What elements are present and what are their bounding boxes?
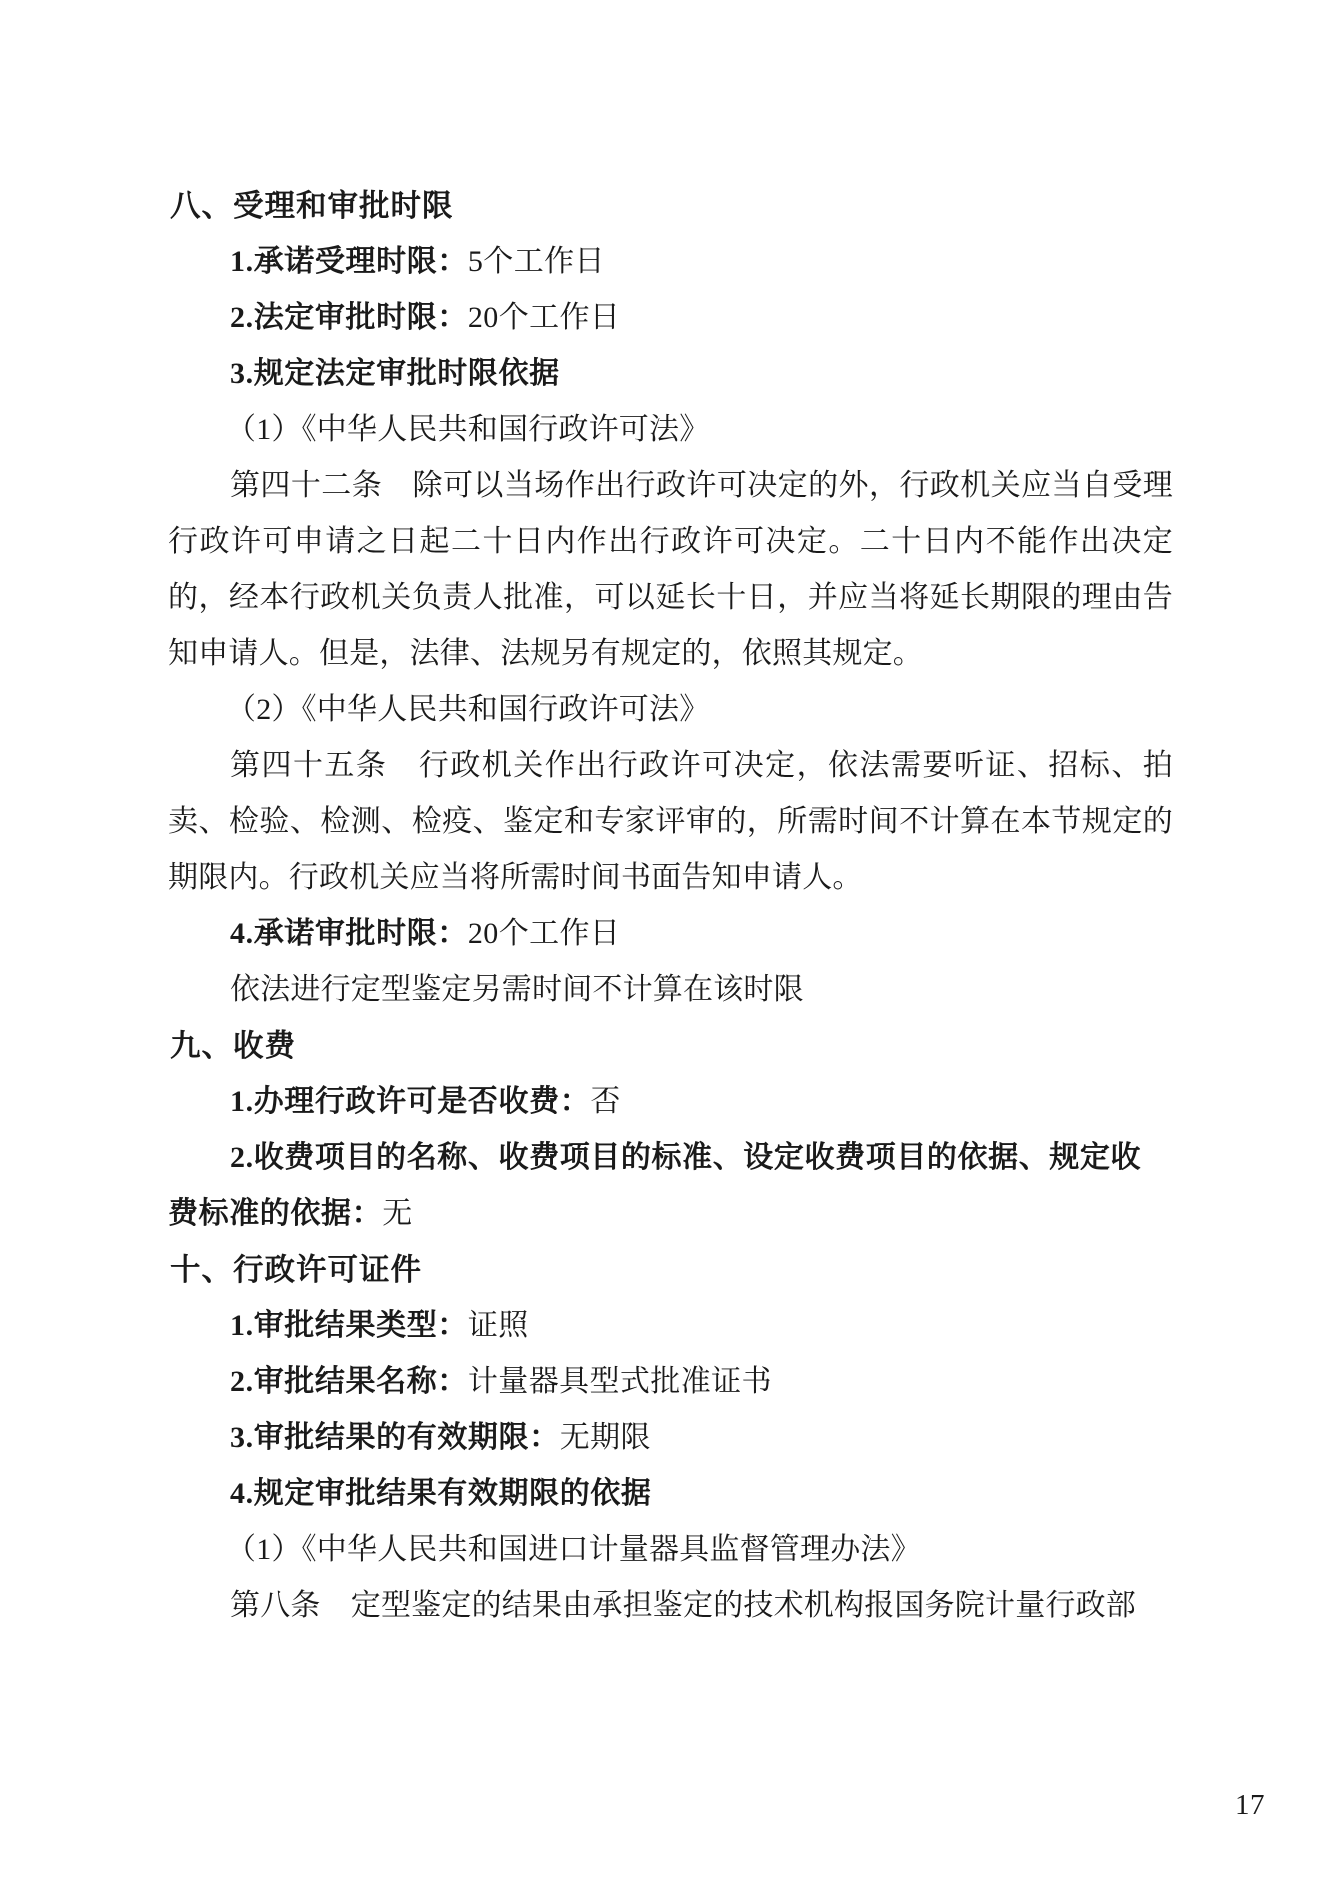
- list-item-10-3: [168, 1410, 1173, 1466]
- list-item-10-4-label: 4.: [230, 1477, 254, 1510]
- list-item-8-4-title: 承诺审批时限：: [253, 917, 468, 950]
- list-item-8-2: [168, 290, 1173, 346]
- list-item-8-2-label: 2.: [230, 301, 254, 334]
- paragraph-article-45: 第四十五条 行政机关作出行政许可决定，依法需要听证、招标、拍卖、检验、检测、检疫、鉴定和专家评审的，所需时间不计算在本节规定的期限内。行政机关应当将所需时间书面告知申请人。: [168, 749, 1173, 894]
- list-item-10-2: [168, 1354, 1173, 1410]
- list-item-9-2-title-line1: 收费项目的名称、收费项目的标准、设定收费项目的依据、规定收: [253, 1141, 1142, 1174]
- list-item-8-4-value: 20个工作日: [467, 917, 621, 950]
- list-item-8-1: [168, 234, 1173, 290]
- list-item-9-1: [168, 1074, 1173, 1130]
- list-item-10-1-label: 1.: [230, 1309, 254, 1342]
- list-item-9-1-label: 1.: [230, 1085, 254, 1118]
- list-item-9-2-value: 无: [382, 1197, 413, 1230]
- section-heading-9: 九、收费: [170, 1029, 296, 1063]
- list-item-9-1-value: 否: [590, 1085, 621, 1118]
- list-item-10-2-label: 2.: [230, 1365, 254, 1398]
- list-item-9-2: [168, 1130, 1173, 1186]
- section-heading-10: 十、行政许可证件: [170, 1253, 422, 1287]
- list-item-10-2-value: 计量器具型式批准证书: [467, 1365, 772, 1398]
- list-item-8-4-label: 4.: [230, 917, 254, 950]
- list-item-10-4-title: 规定审批结果有效期限的依据: [253, 1477, 652, 1510]
- document-body: [168, 178, 1173, 1634]
- list-item-8-1-label: 1.: [230, 245, 254, 278]
- list-item-10-2-title: 审批结果名称：: [253, 1365, 468, 1398]
- list-item-8-3-title: 规定法定审批时限依据: [253, 357, 560, 390]
- list-item-9-2-label: 2.: [230, 1141, 254, 1174]
- list-item-10-3-title: 审批结果的有效期限：: [253, 1421, 560, 1454]
- list-item-10-3-label: 3.: [230, 1421, 254, 1454]
- note-8-4: 依法进行定型鉴定另需时间不计算在该时限: [230, 973, 804, 1006]
- list-item-9-2-continuation: [168, 1186, 1173, 1242]
- list-item-10-4: [168, 1466, 1173, 1522]
- paragraph-article-8: 第八条 定型鉴定的结果由承担鉴定的技术机构报国务院计量行政部: [230, 1589, 1136, 1622]
- reference-8-2: （2）《中华人民共和国行政许可法》: [226, 693, 710, 726]
- list-item-8-2-title: 法定审批时限：: [253, 301, 468, 334]
- list-item-10-3-value: 无期限: [559, 1421, 651, 1454]
- reference-10-1: （1）《中华人民共和国进口计量器具监督管理办法》: [226, 1533, 921, 1566]
- paragraph-article-42: 第四十二条 除可以当场作出行政许可决定的外，行政机关应当自受理行政许可申请之日起二十日内作出行政许可决定。二十日内不能作出决定的，经本行政机关负责人批准，可以延长十日，并应当将延长期限的理由告知申请人。但是，法律、法规另有规定的，依照其规定。: [168, 469, 1173, 670]
- list-item-9-1-title: 办理行政许可是否收费：: [253, 1085, 591, 1118]
- list-item-10-1: [168, 1298, 1173, 1354]
- list-item-8-1-value: 5个工作日: [467, 245, 605, 278]
- reference-8-1: （1）《中华人民共和国行政许可法》: [226, 413, 710, 446]
- list-item-8-2-value: 20个工作日: [467, 301, 621, 334]
- page-number: 17: [1235, 1789, 1265, 1821]
- list-item-8-1-title: 承诺受理时限：: [253, 245, 468, 278]
- list-item-10-1-title: 审批结果类型：: [253, 1309, 468, 1342]
- list-item-8-4: [168, 906, 1173, 962]
- list-item-10-1-value: 证照: [467, 1309, 529, 1342]
- list-item-9-2-title-line2: 费标准的依据：: [168, 1197, 383, 1230]
- section-heading-8: 八、受理和审批时限: [170, 189, 454, 223]
- list-item-8-3-label: 3.: [230, 357, 254, 390]
- list-item-8-3: [168, 346, 1173, 402]
